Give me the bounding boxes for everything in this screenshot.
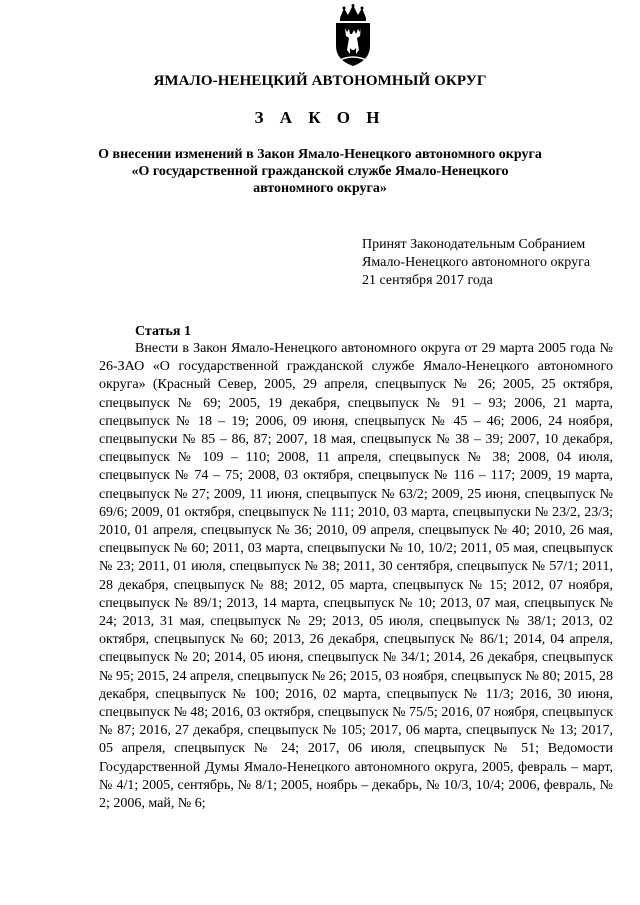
article-title: Статья 1	[135, 324, 191, 339]
law-subject	[95, 146, 545, 197]
law-subject-line: О внесении изменений в Закон Ямало-Ненецкого автономного округа	[98, 147, 542, 162]
article-paragraph: Внести в Закон Ямало-Ненецкого автономного округа от 29 марта 2005 года № 26-ЗАО «О государственной гражданской службе Ямало-Ненецкого автономного округа» (Красный Север, 2005, 29 апреля, спецвыпуск № 26; 2005, 25 октября, спецвыпуск № 69; 2005, 19 декабря, спецвыпуск № 91 – 93; 2006, 21 марта, спецвыпуск № 18 – 19; 2006, 09 июня, спецвыпуск № 45 – 46; 2006, 24 ноября, спецвыпуски № 85 – 86, 87; 2007, 18 мая, спецвыпуск № 38 – 39; 2007, 10 декабря, спецвыпуск № 109 – 110; 2008, 11 апреля, спецвыпуск № 38; 2008, 04 июля, спецвыпуск № 74 – 75; 2008, 03 октября, спецвыпуск № 116 – 117; 2009, 19 марта, спецвыпуск № 27; 2009, 11 июня, спецвыпуск № 63/2; 2009, 25 июня, спецвыпуск № 69/6; 2009, 01 октября, спецвыпуск № 111; 2010, 03 марта, спецвыпуски № 23/2, 23/3; 2010, 01 апреля, спецвыпуск № 36; 2010, 09 апреля, спецвыпуск № 40; 2010, 26 мая, спецвыпуск № 60; 2011, 03 марта, спецвыпуски № 10, 10/2; 2011, 05 мая, спецвыпуск № 23; 2011, 01 июля, спецвыпуск № 38; 2011, 30 сентября, спецвыпуск № 57/1; 2011, 28 декабря, спецвыпуск № 88; 2012, 05 марта, спецвыпуск № 15; 2012, 07 ноября, спецвыпуск № 89/1; 2013, 14 марта, спецвыпуск № 10; 2013, 07 мая, спецвыпуск № 24; 2013, 31 мая, спецвыпуск № 29; 2013, 05 июля, спецвыпуск № 38/1; 2013, 02 октября, спецвыпуск № 60; 2013, 26 декабря, спецвыпуск № 86/1; 2014, 04 апреля, спецвыпуск № 20; 2014, 05 июня, спецвыпуск № 34/1; 2014, 26 декабря, спецвыпуск № 95; 2015, 24 апреля, спецвыпуск № 26; 2015, 03 ноября, спецвыпуск № 80; 2015, 28 декабря, спецвыпуск № 100; 2016, 02 марта, спецвыпуск № 11/3; 2016, 30 июня, спецвыпуск № 48; 2016, 03 октября, спецвыпуск № 75/5; 2016, 07 ноября, спецвыпуск № 87; 2016, 27 декабря, спецвыпуск № 105; 2017, 06 марта, спецвыпуск № 13; 2017, 05 апреля, спецвыпуск № 24; 2017, 06 июля, спецвыпуск № 51; Ведомости Государственной Думы Ямало-Ненецкого автономного округа, 2005, февраль – март, № 4/1; 2005, сентябрь, № 8/1; 2005, ноябрь – декабрь, № 10/3, 10/4; 2006, февраль, № 2; 2006, май, № 6;	[99, 341, 613, 812]
law-subject-line: «О государственной гражданской службе Ямало-Ненецкого	[131, 164, 509, 179]
region-title: ЯМАЛО-НЕНЕЦКИЙ АВТОНОМНЫЙ ОКРУГ	[153, 73, 487, 89]
adoption-line: Принят Законодательным Собранием	[362, 237, 586, 252]
adoption-note	[362, 236, 632, 290]
document-type-heading: З А К О Н	[254, 108, 386, 127]
yamal-nenets-coat-of-arms-icon	[330, 4, 376, 68]
adoption-date: 21 сентября 2017 года	[362, 273, 493, 288]
law-subject-line: автономного округа»	[253, 181, 387, 196]
adoption-line: Ямало-Ненецкого автономного округа	[362, 255, 591, 270]
